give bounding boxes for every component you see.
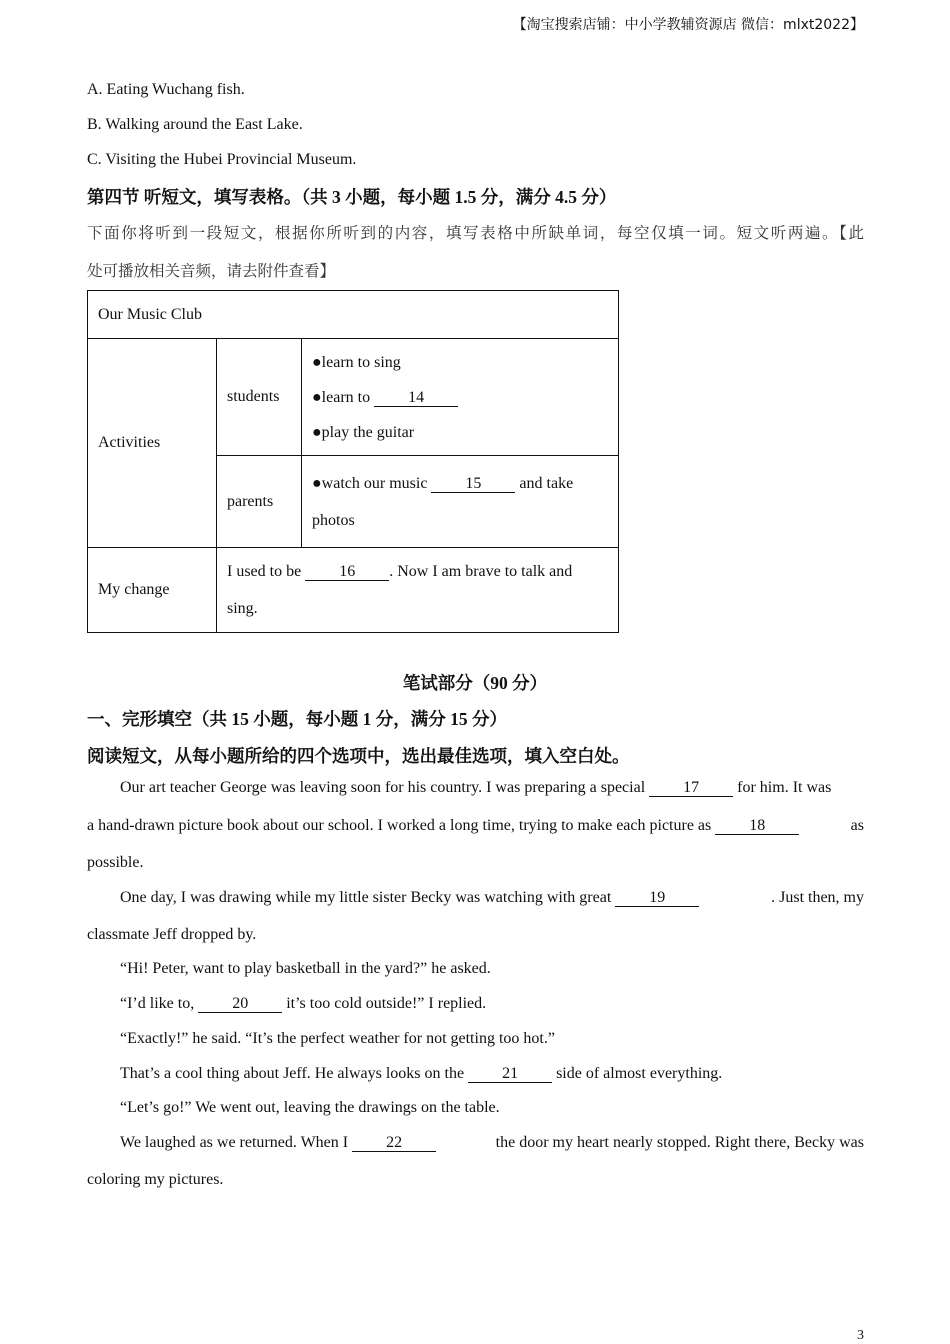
passage-line1 xyxy=(120,779,831,797)
change-suffix: . Now I am brave to talk and xyxy=(389,563,573,580)
p1a-text: Our art teacher George was leaving soon for his country. I was preparing a special xyxy=(120,779,650,796)
p1d-text: as xyxy=(850,817,864,834)
change-line1 xyxy=(227,553,608,590)
p4b-text: it’s too cold outside!” I replied. xyxy=(282,995,487,1012)
passage-line12: coloring my pictures. xyxy=(87,1171,224,1188)
blank-20: 20 xyxy=(198,995,282,1013)
item-photos: photos xyxy=(312,511,355,529)
passage-line10: “Let’s go!” We went out, leaving the drawings on the table. xyxy=(120,1099,500,1116)
passage-line8: “Exactly!” he said. “It’s the perfect weather for not getting too hot.” xyxy=(120,1030,555,1047)
passage-line2 xyxy=(87,817,864,835)
written-part-title: 笔试部分（90 分） xyxy=(402,673,548,693)
cloze-instruction: 阅读短文，从每小题所给的四个选项中，选出最佳选项，填入空白处。 xyxy=(87,746,630,766)
change-line2: sing. xyxy=(227,600,258,617)
p8b-text: the door my heart nearly stopped. Right there, Becky was xyxy=(495,1134,864,1151)
passage-line3: possible. xyxy=(87,854,144,871)
parents-activities xyxy=(302,456,619,548)
p4a-text: “I’d like to, xyxy=(120,995,199,1012)
passage-line6: “Hi! Peter, want to play basketball in the yard?” he asked. xyxy=(120,960,491,977)
blank-15: 15 xyxy=(431,475,515,493)
passage-line11 xyxy=(120,1134,864,1152)
music-club-table xyxy=(87,290,619,633)
p2b-text: . Just then, my xyxy=(771,889,864,906)
blank-17: 17 xyxy=(649,779,733,797)
page-number: 3 xyxy=(857,1328,864,1343)
passage-line7 xyxy=(120,995,486,1013)
item-play-guitar: ●play the guitar xyxy=(312,423,415,441)
students-label: students xyxy=(217,339,302,456)
students-activities xyxy=(302,339,619,456)
blank-22: 22 xyxy=(352,1134,436,1152)
option-b: B. Walking around the East Lake. xyxy=(87,116,303,133)
blank-18: 18 xyxy=(715,817,799,835)
blank-14: 14 xyxy=(374,389,458,407)
item-learn-sing: ●learn to sing xyxy=(312,353,401,371)
passage-line5: classmate Jeff dropped by. xyxy=(87,926,257,943)
watch-music-prefix: ●watch our music xyxy=(312,474,432,492)
passage-line9 xyxy=(120,1065,722,1083)
item-watch-music xyxy=(312,465,608,502)
blank-19: 19 xyxy=(615,889,699,907)
item-learn-to-text: ●learn to xyxy=(312,388,375,406)
section4-instruction-line1: 下面你将听到一段短文，根据你所听到的内容，填写表格中所缺单词，每空仅填一词。短文听两遍。【此 xyxy=(87,224,864,242)
parents-label: parents xyxy=(217,456,302,548)
passage-line4 xyxy=(120,889,864,907)
blank-16: 16 xyxy=(305,563,389,581)
activities-label: Activities xyxy=(88,339,217,548)
my-change-label: My change xyxy=(88,548,217,633)
p2a-text: One day, I was drawing while my little sister Becky was watching with great xyxy=(120,889,616,906)
section4-title: 第四节 听短文，填写表格。（共 3 小题，每小题 1.5 分，满分 4.5 分） xyxy=(87,187,617,207)
option-c: C. Visiting the Hubei Provincial Museum. xyxy=(87,151,357,168)
p1c-text: a hand-drawn picture book about our school. I worked a long time, trying to make each picture as xyxy=(87,817,716,834)
item-learn-to xyxy=(312,380,608,415)
my-change-text xyxy=(217,548,619,633)
p1b-text: for him. It was xyxy=(733,779,832,796)
p8a-text: We laughed as we returned. When I xyxy=(120,1134,353,1151)
section4-instruction-line2: 处可播放相关音频，请去附件查看】 xyxy=(87,262,336,280)
table-title: Our Music Club xyxy=(88,291,619,339)
cloze-title: 一、完形填空（共 15 小题，每小题 1 分，满分 15 分） xyxy=(87,709,507,729)
blank-21: 21 xyxy=(468,1065,552,1083)
change-prefix: I used to be xyxy=(227,563,306,580)
watch-music-suffix: and take xyxy=(515,474,574,492)
p6b-text: side of almost everything. xyxy=(552,1065,723,1082)
p6a-text: That’s a cool thing about Jeff. He always looks on the xyxy=(120,1065,469,1082)
page-header: 【淘宝搜索店铺：中小学教辅资源店 微信：mlxt2022】 xyxy=(512,17,864,33)
option-a: A. Eating Wuchang fish. xyxy=(87,81,245,98)
